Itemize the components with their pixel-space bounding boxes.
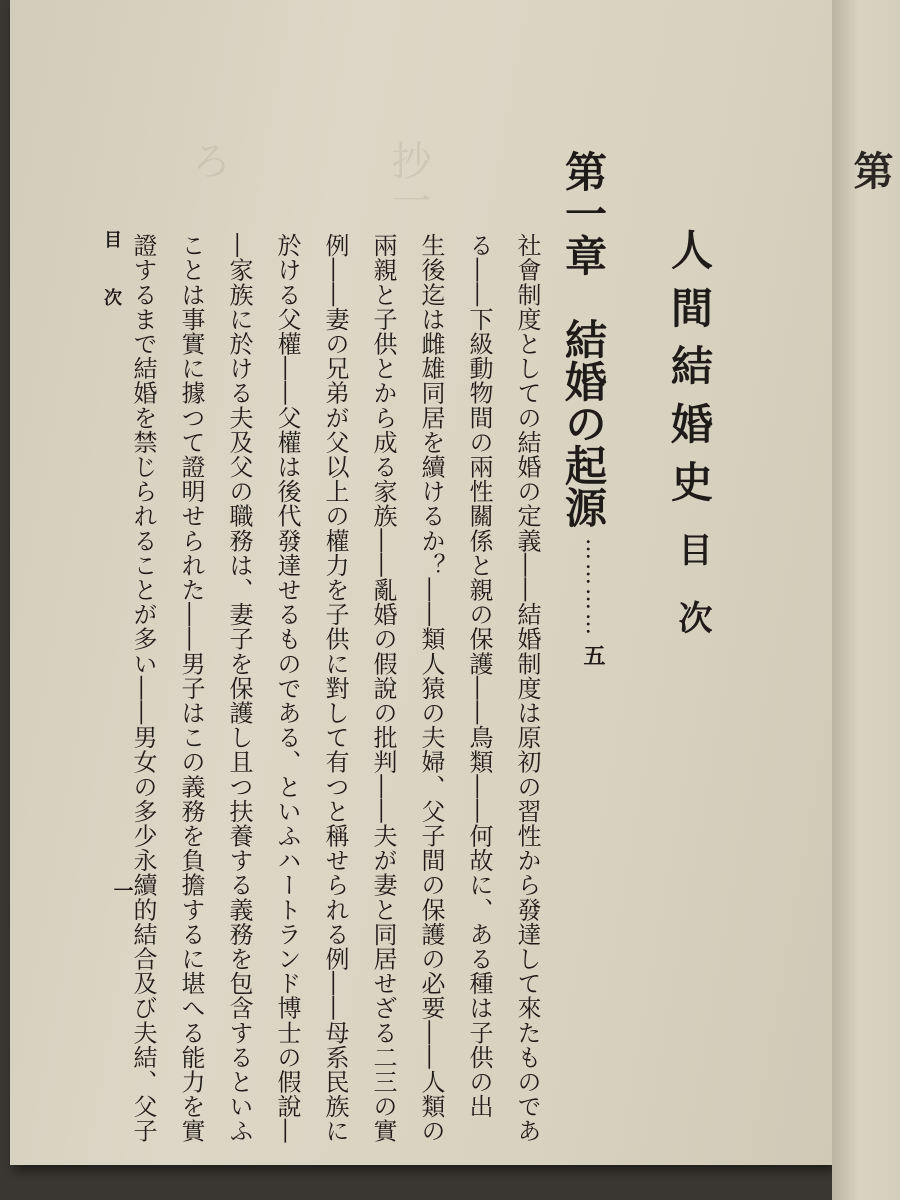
toc-label: 目次 bbox=[672, 532, 712, 668]
summary-line: 社會制度としての結婚の定義――結婚制度は原初の習性から發達して來たものであ bbox=[513, 233, 541, 1144]
show-through-text: 抄一 bbox=[385, 140, 431, 220]
summary-line: る――下級動物間の兩性關係と親の保護――鳥類――何故に、ある種は子供の出 bbox=[465, 233, 493, 1119]
chapter-heading-row bbox=[559, 150, 608, 1050]
summary-line: 生後迄は雌雄同居を續けるか？――類人猿の夫婦、父子間の保護の必要――人類の bbox=[417, 233, 445, 1144]
summary-line: ことは事實に據つて證明せられた――男子はこの義務を負擔するに堪へる能力を實 bbox=[177, 233, 205, 1144]
show-through-text: ろ bbox=[185, 140, 231, 180]
summary-line: 兩親と子供とから成る家族――亂婚の假說の批判――夫が妻と同居せざる二三の實 bbox=[369, 233, 397, 1144]
book-title: 人間結婚史 bbox=[665, 228, 714, 518]
summary-line: 於ける父權――父權は後代發達せるものである、といふハートランド博士の假說― bbox=[273, 233, 301, 1144]
next-page-glyph: 第 bbox=[847, 150, 894, 190]
running-footer-label: 目次 bbox=[101, 230, 122, 346]
summary-line: 例――妻の兄弟が父以上の權力を子供に對して有つと稱せられる例――母系民族に bbox=[321, 233, 349, 1144]
leader-dots: ………… bbox=[581, 538, 606, 638]
summary-line: 證するまで結婚を禁じられることが多い――男女の多少永續的結合及び夫結、父子 bbox=[129, 233, 157, 1144]
page-number: 一 bbox=[110, 880, 134, 900]
chapter-page-number: 五 bbox=[580, 644, 606, 666]
summary-line: ―家族に於ける夫及父の職務は、妻子を保護し且つ扶養する義務を包含するといふ bbox=[225, 233, 253, 1144]
chapter-heading: 第一章 結婚の起源 bbox=[559, 150, 608, 528]
